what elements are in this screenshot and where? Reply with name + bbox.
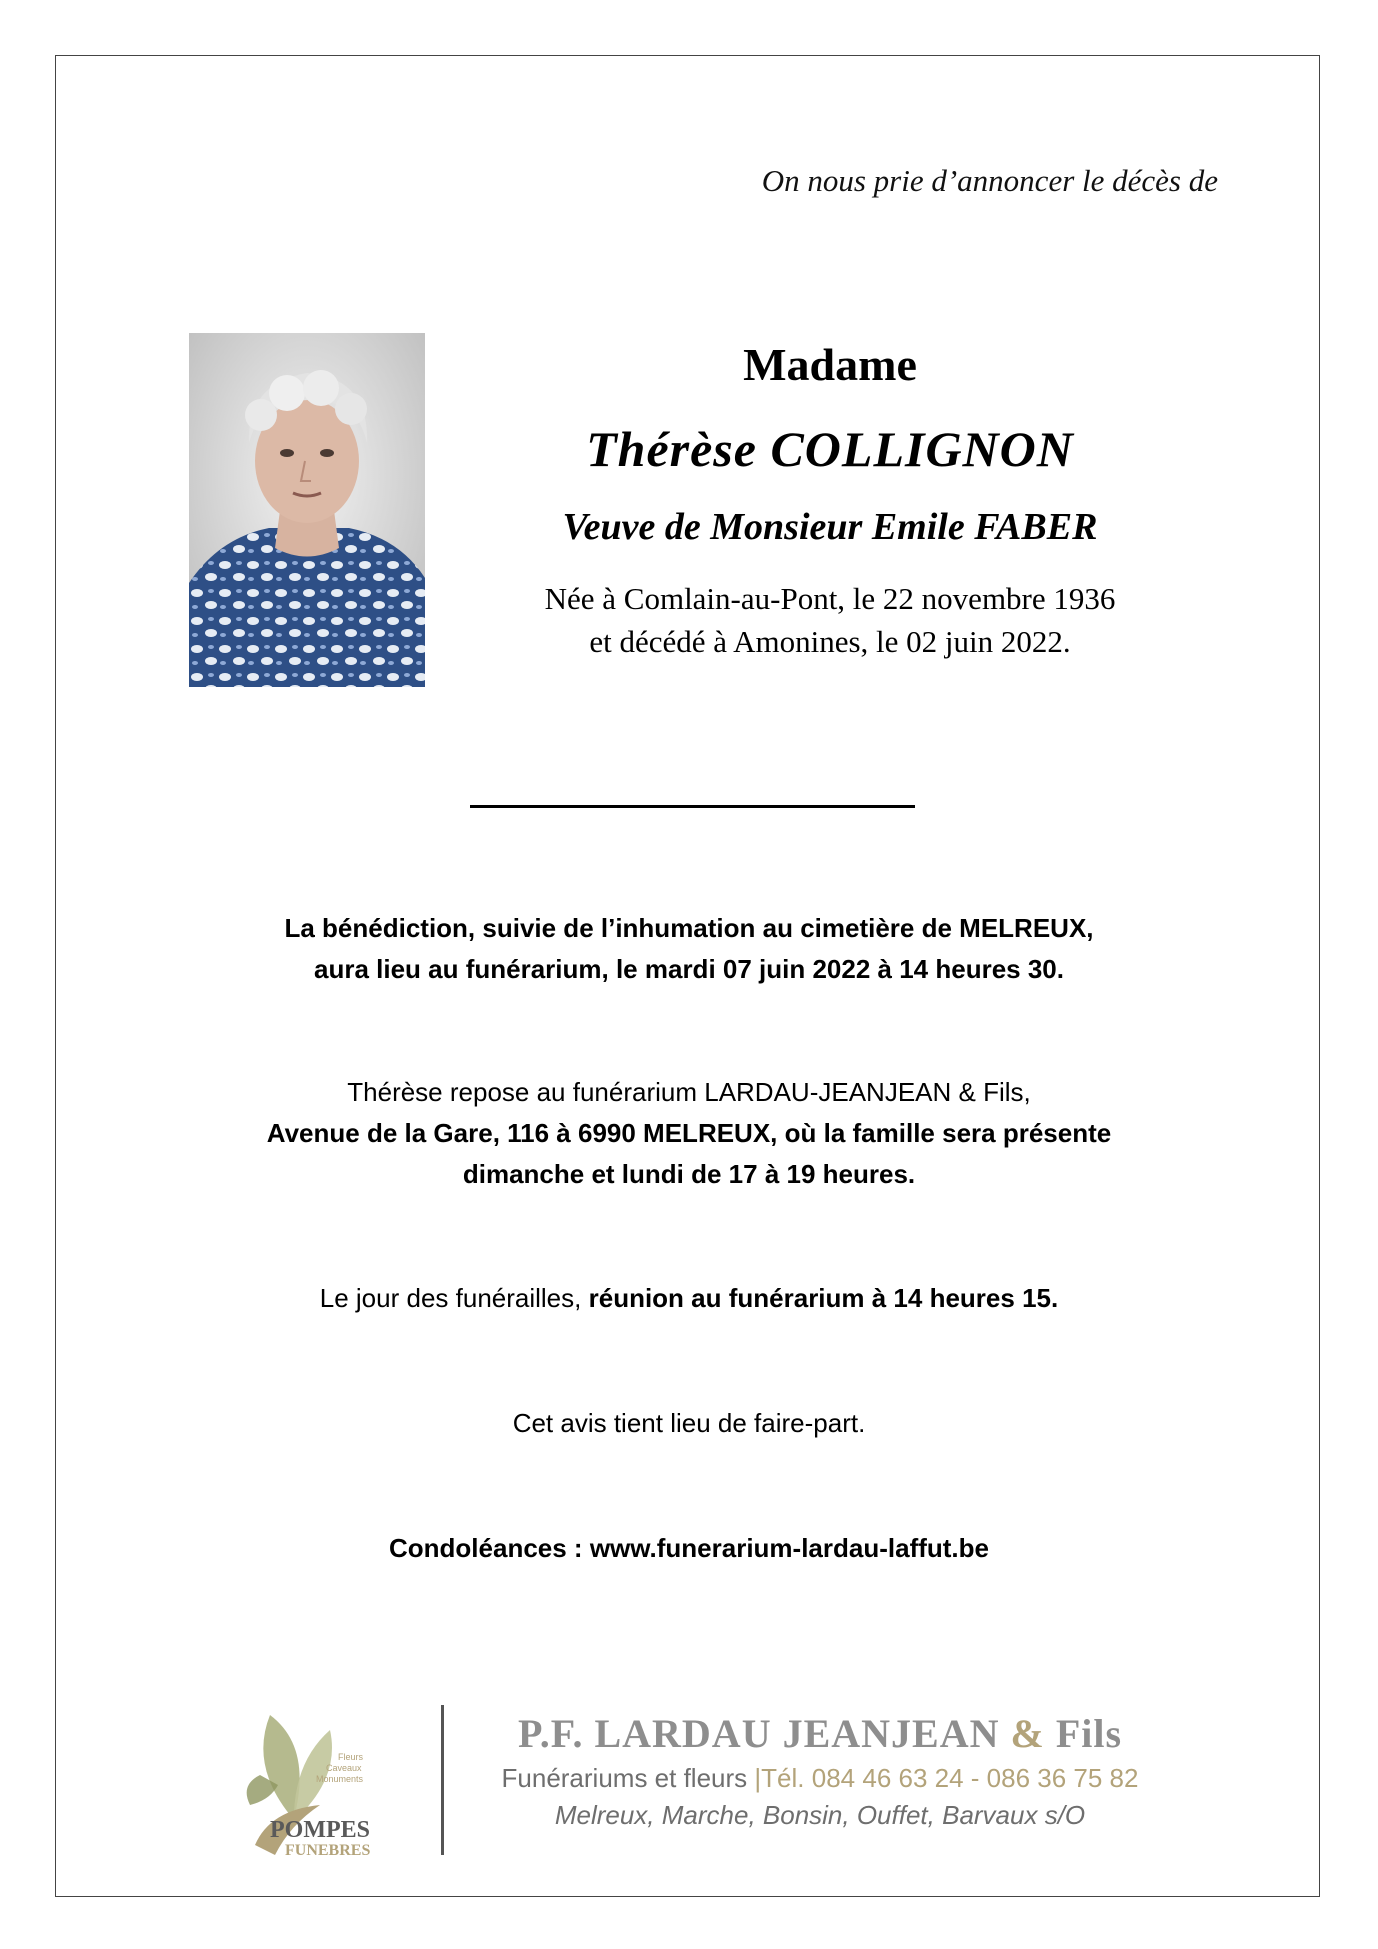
announcement-intro: On nous prie d’annoncer le décès de — [761, 163, 1218, 198]
visitation-hours: dimanche et lundi de 17 à 19 heures. — [462, 1159, 916, 1189]
logo-side-text: Monuments — [316, 1774, 364, 1784]
ceremony-line: aura lieu au funérarium, le mardi 07 juin 2022 à 14 heures 30. — [313, 954, 1064, 984]
honorific-title: Madame — [743, 339, 917, 390]
faire-part-note: Cet avis tient lieu de faire-part. — [512, 1408, 866, 1438]
logo-brand-text: POMPES — [270, 1817, 370, 1843]
company-contact — [460, 1763, 1180, 1794]
logo-brand-text: FUNEBRES — [285, 1842, 371, 1859]
meeting-paragraph — [100, 1278, 1278, 1319]
logo-side-text: Caveaux — [326, 1763, 362, 1773]
meeting-prefix: Le jour des funérailles, — [319, 1283, 582, 1313]
meeting-detail: réunion au funérarium à 14 heures 15. — [588, 1283, 1059, 1313]
pompes-funebres-logo — [230, 1705, 430, 1865]
company-name — [460, 1710, 1180, 1757]
ceremony-paragraph — [100, 908, 1278, 990]
company-name-ampersand: & — [1010, 1711, 1045, 1756]
death-line: et décédé à Amonines, le 02 juin 2022. — [589, 624, 1071, 659]
tel-label: |Tél. — [754, 1763, 805, 1793]
birth-line: Née à Comlain-au-Pont, le 22 novembre 1936 — [544, 581, 1116, 616]
visitation-line: Thérèse repose au funérarium LARDAU-JEANJEAN & Fils, — [347, 1077, 1031, 1107]
visitation-address: Avenue de la Gare, 116 à 6990 MELREUX, où la famille sera présente — [266, 1118, 1112, 1148]
company-name-fils: Fils — [1055, 1711, 1123, 1756]
portrait-photo — [189, 333, 425, 687]
spouse-line: Veuve de Monsieur Emile FABER — [562, 506, 1098, 548]
visitation-paragraph — [100, 1072, 1278, 1195]
company-block — [460, 1710, 1180, 1831]
deceased-name: Thérèse COLLIGNON — [586, 421, 1074, 477]
company-name-main: P.F. LARDAU JEANJEAN — [517, 1711, 1000, 1756]
phone-numbers: 084 46 63 24 - 086 36 75 82 — [811, 1763, 1139, 1793]
company-services: Funérariums et fleurs — [501, 1763, 748, 1793]
footer-separator — [441, 1705, 444, 1855]
condolences-line: Condoléances : www.funerarium-lardau-laffut.be — [389, 1533, 989, 1563]
birth-death-dates — [470, 577, 1190, 663]
ceremony-line: La bénédiction, suivie de l’inhumation au cimetière de MELREUX, — [284, 913, 1094, 943]
section-divider — [470, 805, 915, 808]
company-locations: Melreux, Marche, Bonsin, Ouffet, Barvaux s/O — [554, 1800, 1086, 1830]
logo-side-text: Fleurs — [338, 1752, 364, 1762]
